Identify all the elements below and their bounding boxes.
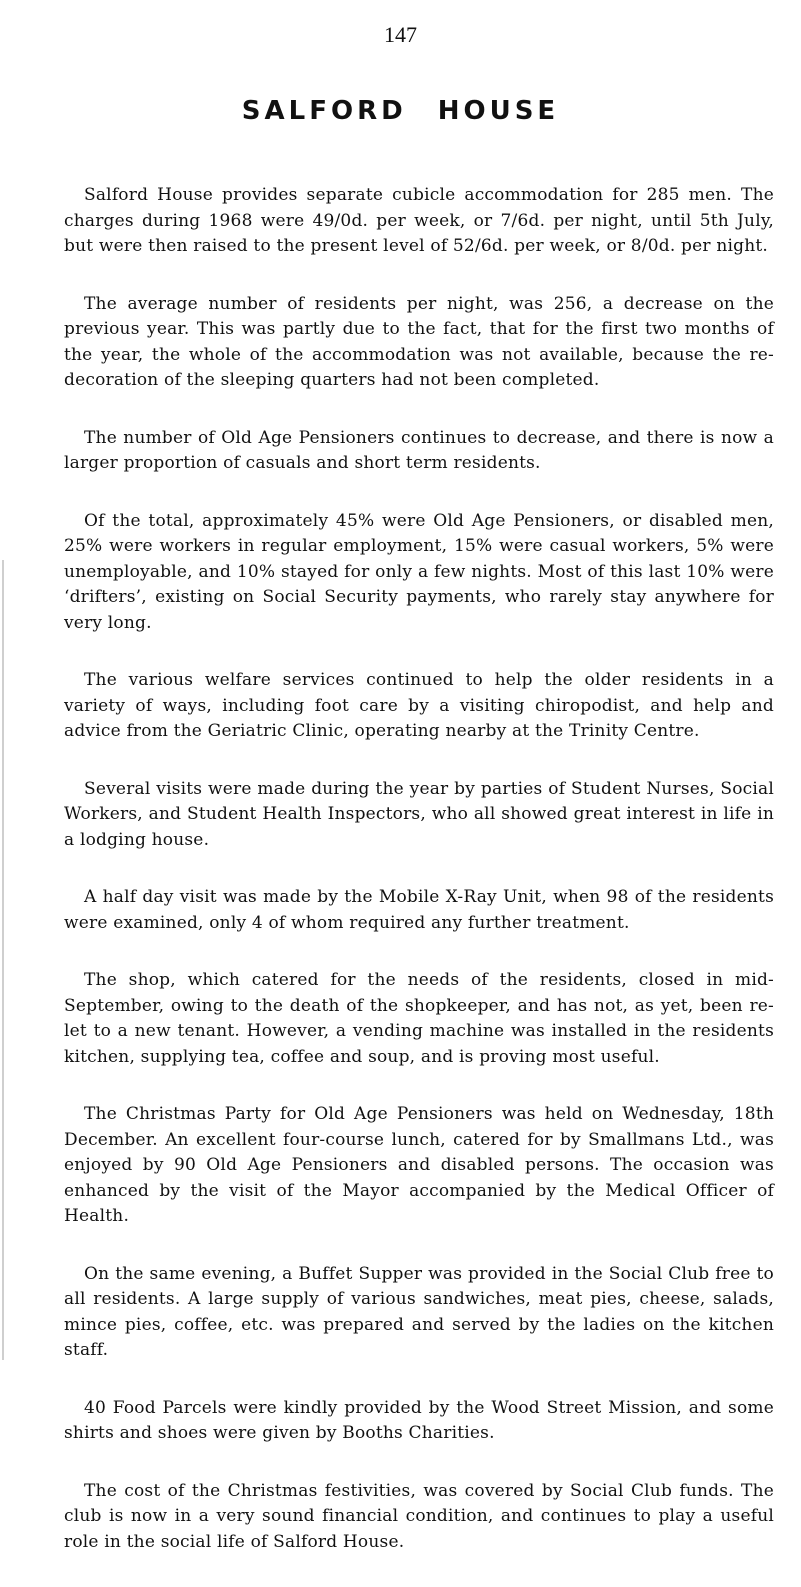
paragraph-shop: The shop, which catered for the needs of the residents, closed in mid-September, owing to the death of the shopkeeper, and has not, as yet, been re-let to a new tenant. However, a vending machine was installed in the residents kitchen, supplying tea, coffee and soup, and is proving most useful. xyxy=(64,970,774,1067)
paragraph-resident-breakdown: Of the total, approximately 45% were Old Age Pensioners, or disabled men, 25% were workers in regular employment, 15% were casual workers, 5% were unemployable, and 10% stayed for only a few nights. Most of this last 10% were ‘drifters’, existing on Social Security payments, who rarely stay anywhere for very long. xyxy=(64,510,774,633)
scan-edge-line xyxy=(2,560,4,1360)
paragraph-food-parcels: 40 Food Parcels were kindly provided by the Wood Street Mission, and some shirts and shoes were given by Booths Charities. xyxy=(64,1397,774,1443)
page-number: 147 xyxy=(384,22,417,47)
body-text xyxy=(64,183,774,1587)
paragraph-christmas-party: The Christmas Party for Old Age Pensioners was held on Wednesday, 18th December. An excellent four-course lunch, catered for by Smallmans Ltd., was enjoyed by 90 Old Age Pensioners and disabled persons. The occasion was enhanced by the visit of the Mayor accompanied by the Medical Officer of Health. xyxy=(64,1104,774,1226)
paragraph-accommodation: Salford House provides separate cubicle accommodation for 285 men. The charges during 1968 were 49/0d. per week, or 7/6d. per night, until 5th July, but were then raised to the present level of 52/6d. per week, or 8/0d. per night. xyxy=(64,185,774,256)
page-title: SALFORD HOUSE xyxy=(241,96,560,126)
paragraph-pensioners: The number of Old Age Pensioners continues to decrease, and there is now a larger proportion of casuals and short term residents. xyxy=(64,427,774,473)
paragraph-average-residents: The average number of residents per night, was 256, a decrease on the previous year. This was partly due to the fact, that for the first two months of the year, the whole of the accommodation was not available, because the re-decoration of the sleeping quarters had not been completed. xyxy=(64,293,774,390)
paragraph-welfare-services: The various welfare services continued to help the older residents in a variety of ways, including foot care by a visiting chiropodist, and help and advice from the Geriatric Clinic, operating nearby at the Trinity Centre. xyxy=(64,670,774,741)
paragraph-buffet-supper: On the same evening, a Buffet Supper was provided in the Social Club free to all residents. A large supply of various sandwiches, meat pies, cheese, salads, mince pies, coffee, etc. was prepared and served by the ladies on the kitchen staff. xyxy=(64,1263,774,1360)
paragraph-festivities-cost: The cost of the Christmas festivities, was covered by Social Club funds. The club is now in a very sound financial condition, and continues to play a useful role in the social life of Salford House. xyxy=(64,1480,774,1552)
paragraph-visits: Several visits were made during the year by parties of Student Nurses, Social Workers, and Student Health Inspectors, who all showed great interest in life in a lodging house. xyxy=(64,778,774,850)
paragraph-xray: A half day visit was made by the Mobile X-Ray Unit, when 98 of the residents were examined, only 4 of whom required any further treatment. xyxy=(64,887,774,933)
